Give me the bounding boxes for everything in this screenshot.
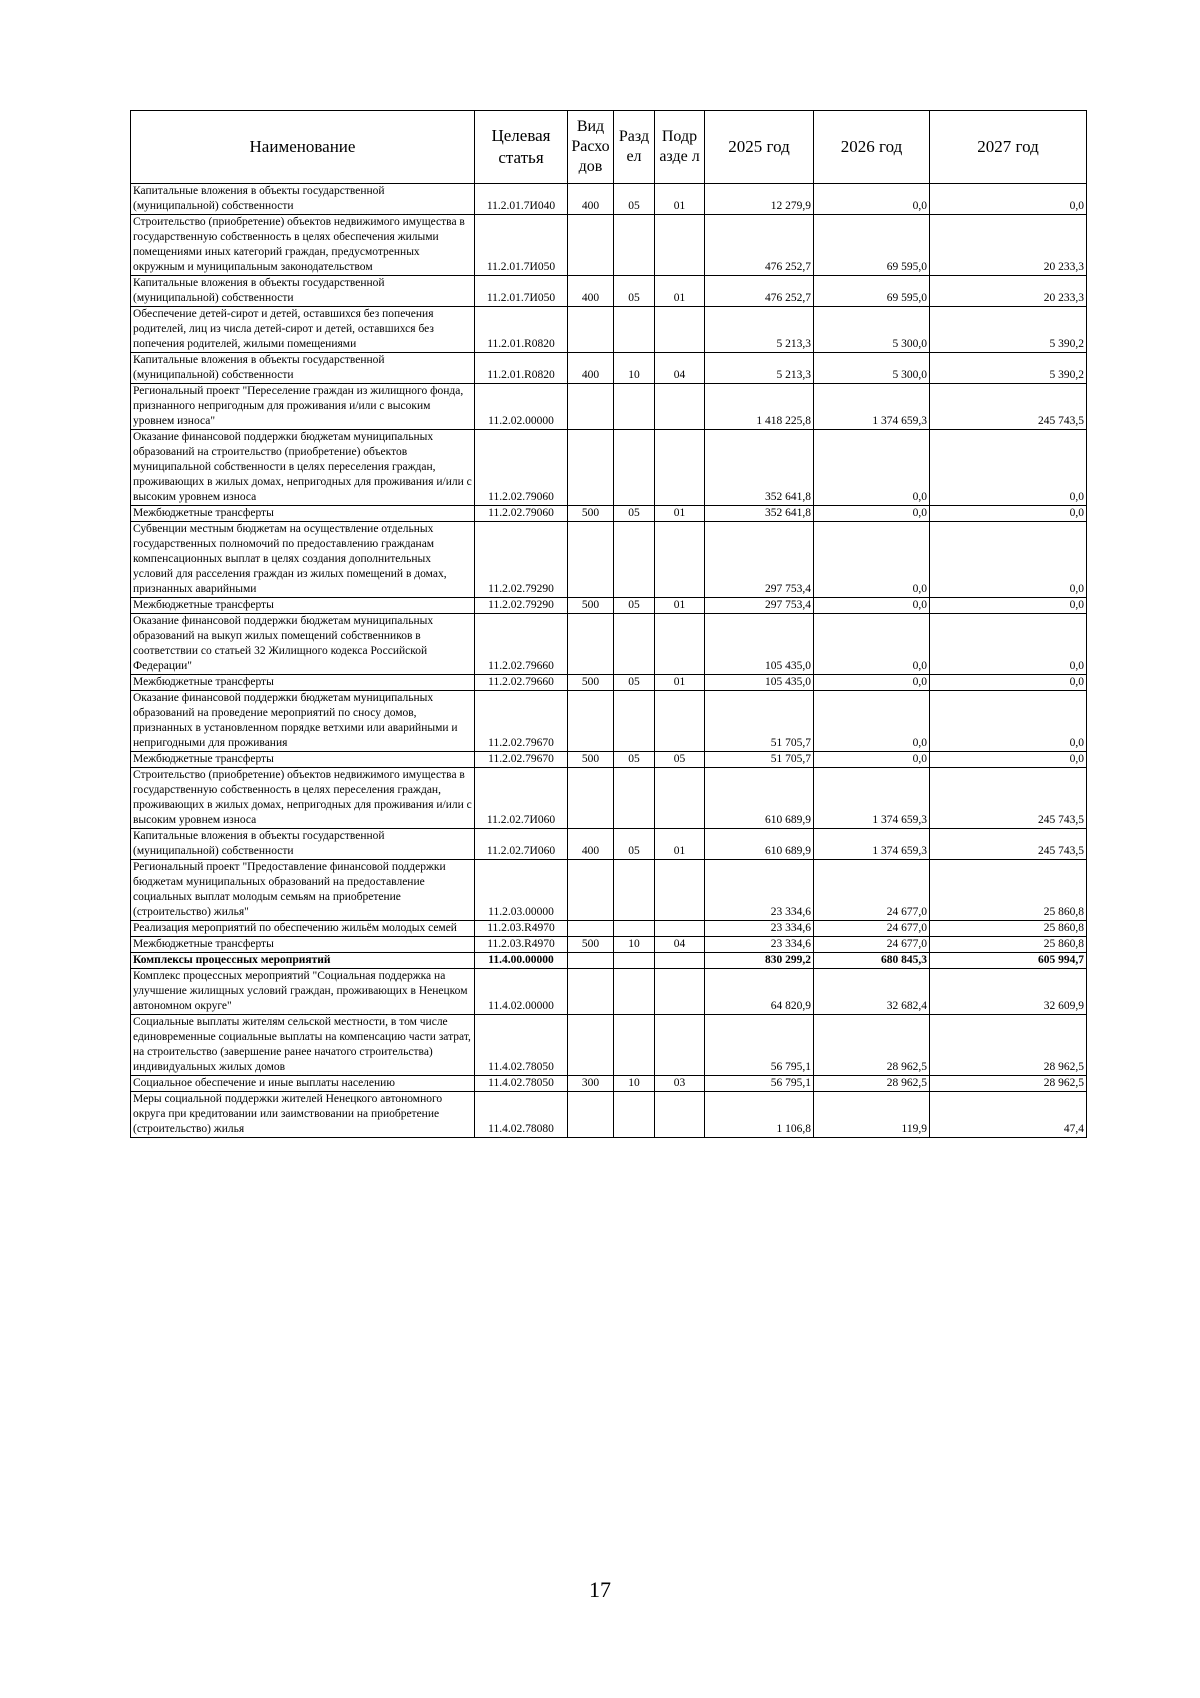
table-row [131, 614, 1087, 675]
row-name-cell: Социальные выплаты жителям сельской местности, в том числе единовременные социальные выплаты на компенсацию части затрат, на строительство (завершение ранее начатого строительства) индивидуальных жилых домов [131, 1015, 475, 1076]
row-expense-kind-cell [568, 969, 614, 1015]
row-name-cell: Строительство (приобретение) объектов недвижимого имущества в государственную собственность в целях обеспечения жилыми помещениями иных категорий граждан, предусмотренных окружным и муниципальным законодательством [131, 215, 475, 276]
row-amount-2025-cell: 5 213,3 [705, 307, 814, 353]
row-section-cell [614, 1015, 655, 1076]
row-amount-2026-cell: 119,9 [814, 1092, 930, 1138]
row-subsection-cell [655, 953, 705, 969]
table-row [131, 860, 1087, 921]
row-section-cell: 05 [614, 598, 655, 614]
row-amount-2026-cell: 1 374 659,3 [814, 384, 930, 430]
row-subsection-cell [655, 522, 705, 598]
row-target-article-cell: 11.4.02.78050 [475, 1076, 568, 1092]
row-amount-2027-cell: 25 860,8 [930, 937, 1087, 953]
row-target-article-cell: 11.2.01.7И050 [475, 276, 568, 307]
row-section-cell [614, 384, 655, 430]
row-amount-2026-cell: 0,0 [814, 691, 930, 752]
row-section-cell [614, 522, 655, 598]
row-subsection-cell [655, 921, 705, 937]
row-section-cell [614, 215, 655, 276]
row-amount-2025-cell: 5 213,3 [705, 353, 814, 384]
row-target-article-cell: 11.2.01.R0820 [475, 307, 568, 353]
row-amount-2025-cell: 23 334,6 [705, 860, 814, 921]
row-section-cell [614, 1092, 655, 1138]
row-subsection-cell: 01 [655, 675, 705, 691]
row-subsection-cell: 04 [655, 353, 705, 384]
table-row [131, 1092, 1087, 1138]
row-name-cell: Реализация мероприятий по обеспечению жильём молодых семей [131, 921, 475, 937]
row-target-article-cell: 11.2.02.79060 [475, 430, 568, 506]
row-subsection-cell [655, 691, 705, 752]
row-subsection-cell: 03 [655, 1076, 705, 1092]
table-row [131, 921, 1087, 937]
row-amount-2025-cell: 476 252,7 [705, 276, 814, 307]
table-row [131, 184, 1087, 215]
row-expense-kind-cell [568, 307, 614, 353]
table-row [131, 953, 1087, 969]
header-year-2027: 2027 год [930, 111, 1087, 184]
table-row [131, 937, 1087, 953]
row-amount-2025-cell: 23 334,6 [705, 921, 814, 937]
row-amount-2027-cell: 32 609,9 [930, 969, 1087, 1015]
row-amount-2027-cell: 25 860,8 [930, 921, 1087, 937]
row-amount-2027-cell: 28 962,5 [930, 1076, 1087, 1092]
table-row [131, 829, 1087, 860]
row-target-article-cell: 11.4.00.00000 [475, 953, 568, 969]
table-row [131, 752, 1087, 768]
header-target-article: Целевая статья [475, 111, 568, 184]
table-row [131, 969, 1087, 1015]
header-subsection: Подр азде л [655, 111, 705, 184]
row-subsection-cell: 01 [655, 598, 705, 614]
row-amount-2026-cell: 1 374 659,3 [814, 829, 930, 860]
row-name-cell: Межбюджетные трансферты [131, 675, 475, 691]
row-expense-kind-cell [568, 691, 614, 752]
row-subsection-cell [655, 384, 705, 430]
row-name-cell: Капитальные вложения в объекты государственной (муниципальной) собственности [131, 184, 475, 215]
row-expense-kind-cell [568, 1092, 614, 1138]
row-section-cell: 05 [614, 829, 655, 860]
row-amount-2025-cell: 51 705,7 [705, 691, 814, 752]
row-target-article-cell: 11.4.02.78050 [475, 1015, 568, 1076]
row-amount-2027-cell: 0,0 [930, 430, 1087, 506]
row-amount-2026-cell: 680 845,3 [814, 953, 930, 969]
row-amount-2026-cell: 1 374 659,3 [814, 768, 930, 829]
row-amount-2026-cell: 69 595,0 [814, 215, 930, 276]
row-amount-2026-cell: 5 300,0 [814, 307, 930, 353]
row-amount-2025-cell: 476 252,7 [705, 215, 814, 276]
row-subsection-cell: 01 [655, 184, 705, 215]
row-section-cell: 10 [614, 937, 655, 953]
row-amount-2025-cell: 297 753,4 [705, 522, 814, 598]
row-amount-2027-cell: 0,0 [930, 522, 1087, 598]
row-name-cell: Региональный проект "Переселение граждан из жилищного фонда, признанного непригодным для проживания и/или с высоким уровнем износа" [131, 384, 475, 430]
row-subsection-cell [655, 860, 705, 921]
row-amount-2026-cell: 0,0 [814, 430, 930, 506]
row-expense-kind-cell [568, 430, 614, 506]
row-subsection-cell [655, 768, 705, 829]
row-amount-2026-cell: 0,0 [814, 752, 930, 768]
row-subsection-cell [655, 1015, 705, 1076]
row-subsection-cell [655, 430, 705, 506]
row-amount-2027-cell: 0,0 [930, 184, 1087, 215]
row-amount-2026-cell: 0,0 [814, 675, 930, 691]
row-amount-2026-cell: 0,0 [814, 522, 930, 598]
row-amount-2027-cell: 245 743,5 [930, 829, 1087, 860]
row-amount-2026-cell: 0,0 [814, 184, 930, 215]
row-expense-kind-cell: 300 [568, 1076, 614, 1092]
row-section-cell: 10 [614, 353, 655, 384]
row-name-cell: Капитальные вложения в объекты государственной (муниципальной) собственности [131, 829, 475, 860]
table-row [131, 430, 1087, 506]
page-number: 17 [589, 1577, 611, 1602]
row-name-cell: Субвенции местным бюджетам на осуществление отдельных государственных полномочий по предоставлению гражданам компенсационных выплат в целях создания дополнительных условий для расселения граждан из жилых помещений в домах, признанных аварийными [131, 522, 475, 598]
row-name-cell: Межбюджетные трансферты [131, 937, 475, 953]
row-expense-kind-cell: 400 [568, 353, 614, 384]
table-row [131, 1015, 1087, 1076]
table-row [131, 675, 1087, 691]
row-subsection-cell: 04 [655, 937, 705, 953]
row-expense-kind-cell: 400 [568, 829, 614, 860]
row-amount-2027-cell: 0,0 [930, 675, 1087, 691]
row-expense-kind-cell [568, 921, 614, 937]
row-name-cell: Межбюджетные трансферты [131, 598, 475, 614]
row-section-cell [614, 921, 655, 937]
row-target-article-cell: 11.2.01.7И050 [475, 215, 568, 276]
row-amount-2026-cell: 0,0 [814, 598, 930, 614]
row-amount-2027-cell: 0,0 [930, 598, 1087, 614]
row-target-article-cell: 11.2.02.79290 [475, 522, 568, 598]
row-amount-2026-cell: 28 962,5 [814, 1076, 930, 1092]
row-section-cell [614, 953, 655, 969]
row-name-cell: Оказание финансовой поддержки бюджетам муниципальных образований на строительство (приобретение) объектов муниципальной собственности в целях переселения граждан, проживающих в жилых домах, непригодных для проживания и/или с высоким уровнем износа [131, 430, 475, 506]
row-expense-kind-cell [568, 768, 614, 829]
row-target-article-cell: 11.2.02.79670 [475, 691, 568, 752]
header-expense-kind: Вид Расхо дов [568, 111, 614, 184]
row-expense-kind-cell [568, 614, 614, 675]
row-name-cell: Социальное обеспечение и иные выплаты населению [131, 1076, 475, 1092]
row-expense-kind-cell: 400 [568, 184, 614, 215]
row-amount-2026-cell: 5 300,0 [814, 353, 930, 384]
row-expense-kind-cell: 500 [568, 598, 614, 614]
row-name-cell: Комплекс процессных мероприятий "Социальная поддержка на улучшение жилищных условий граждан, проживающих в Ненецком автономном округе" [131, 969, 475, 1015]
row-amount-2025-cell: 64 820,9 [705, 969, 814, 1015]
row-target-article-cell: 11.2.03.R4970 [475, 937, 568, 953]
row-subsection-cell [655, 307, 705, 353]
row-name-cell: Межбюджетные трансферты [131, 506, 475, 522]
row-section-cell: 10 [614, 1076, 655, 1092]
row-name-cell: Межбюджетные трансферты [131, 752, 475, 768]
row-name-cell: Строительство (приобретение) объектов недвижимого имущества в государственную собственность в целях переселения граждан, проживающих в жилых домах, непригодных для проживания и/или с высоким уровнем износа [131, 768, 475, 829]
row-target-article-cell: 11.2.02.79660 [475, 675, 568, 691]
table-row [131, 522, 1087, 598]
row-amount-2027-cell: 245 743,5 [930, 384, 1087, 430]
table-row [131, 276, 1087, 307]
table-row [131, 353, 1087, 384]
row-amount-2025-cell: 12 279,9 [705, 184, 814, 215]
row-expense-kind-cell [568, 953, 614, 969]
row-expense-kind-cell: 500 [568, 506, 614, 522]
row-name-cell: Капитальные вложения в объекты государственной (муниципальной) собственности [131, 276, 475, 307]
row-expense-kind-cell [568, 215, 614, 276]
table-row [131, 384, 1087, 430]
row-target-article-cell: 11.2.02.79060 [475, 506, 568, 522]
row-section-cell [614, 307, 655, 353]
row-amount-2025-cell: 1 106,8 [705, 1092, 814, 1138]
row-target-article-cell: 11.2.01.7И040 [475, 184, 568, 215]
table-row [131, 691, 1087, 752]
row-subsection-cell: 01 [655, 506, 705, 522]
row-expense-kind-cell: 500 [568, 937, 614, 953]
row-target-article-cell: 11.2.01.R0820 [475, 353, 568, 384]
row-amount-2027-cell: 47,4 [930, 1092, 1087, 1138]
row-target-article-cell: 11.2.02.79290 [475, 598, 568, 614]
row-subsection-cell: 05 [655, 752, 705, 768]
row-amount-2025-cell: 352 641,8 [705, 506, 814, 522]
row-amount-2025-cell: 23 334,6 [705, 937, 814, 953]
row-target-article-cell: 11.2.02.79670 [475, 752, 568, 768]
table-row [131, 1076, 1087, 1092]
row-amount-2025-cell: 56 795,1 [705, 1076, 814, 1092]
row-section-cell: 05 [614, 506, 655, 522]
row-amount-2027-cell: 0,0 [930, 752, 1087, 768]
row-amount-2027-cell: 20 233,3 [930, 215, 1087, 276]
row-section-cell: 05 [614, 184, 655, 215]
row-target-article-cell: 11.2.02.00000 [475, 384, 568, 430]
table-row [131, 598, 1087, 614]
row-name-cell: Комплексы процессных мероприятий [131, 953, 475, 969]
row-amount-2026-cell: 24 677,0 [814, 937, 930, 953]
row-subsection-cell [655, 969, 705, 1015]
row-target-article-cell: 11.2.02.79660 [475, 614, 568, 675]
row-amount-2025-cell: 830 299,2 [705, 953, 814, 969]
row-name-cell: Оказание финансовой поддержки бюджетам муниципальных образований на проведение мероприятий по сносу домов, признанных в установленном порядке ветхими или аварийными и непригодными для проживания [131, 691, 475, 752]
row-target-article-cell: 11.4.02.78080 [475, 1092, 568, 1138]
row-name-cell: Меры социальной поддержки жителей Ненецкого автономного округа при кредитовании или заимствовании на приобретение (строительство) жилья [131, 1092, 475, 1138]
row-expense-kind-cell [568, 384, 614, 430]
header-year-2026: 2026 год [814, 111, 930, 184]
row-expense-kind-cell: 500 [568, 752, 614, 768]
budget-table [130, 110, 1087, 1138]
row-amount-2027-cell: 0,0 [930, 506, 1087, 522]
row-expense-kind-cell [568, 1015, 614, 1076]
row-amount-2026-cell: 0,0 [814, 506, 930, 522]
table-row [131, 307, 1087, 353]
row-section-cell [614, 860, 655, 921]
row-amount-2027-cell: 28 962,5 [930, 1015, 1087, 1076]
row-amount-2026-cell: 32 682,4 [814, 969, 930, 1015]
row-amount-2025-cell: 610 689,9 [705, 829, 814, 860]
row-amount-2027-cell: 245 743,5 [930, 768, 1087, 829]
row-section-cell [614, 430, 655, 506]
row-subsection-cell [655, 1092, 705, 1138]
row-amount-2026-cell: 24 677,0 [814, 860, 930, 921]
row-section-cell: 05 [614, 752, 655, 768]
row-amount-2025-cell: 56 795,1 [705, 1015, 814, 1076]
row-section-cell: 05 [614, 675, 655, 691]
row-amount-2027-cell: 605 994,7 [930, 953, 1087, 969]
row-name-cell: Капитальные вложения в объекты государственной (муниципальной) собственности [131, 353, 475, 384]
table-body [131, 184, 1087, 1138]
row-amount-2025-cell: 297 753,4 [705, 598, 814, 614]
row-subsection-cell: 01 [655, 276, 705, 307]
row-section-cell [614, 691, 655, 752]
row-target-article-cell: 11.2.02.7И060 [475, 768, 568, 829]
row-amount-2027-cell: 5 390,2 [930, 307, 1087, 353]
table-row [131, 215, 1087, 276]
table-row [131, 506, 1087, 522]
row-target-article-cell: 11.2.03.R4970 [475, 921, 568, 937]
row-amount-2025-cell: 610 689,9 [705, 768, 814, 829]
row-amount-2025-cell: 352 641,8 [705, 430, 814, 506]
row-expense-kind-cell [568, 860, 614, 921]
row-name-cell: Обеспечение детей-сирот и детей, оставшихся без попечения родителей, лиц из числа детей-сирот и детей, оставшихся без попечения родителей, жилыми помещениями [131, 307, 475, 353]
row-subsection-cell: 01 [655, 829, 705, 860]
row-amount-2026-cell: 24 677,0 [814, 921, 930, 937]
row-target-article-cell: 11.2.02.7И060 [475, 829, 568, 860]
row-amount-2027-cell: 0,0 [930, 691, 1087, 752]
table-header-row [131, 111, 1087, 184]
row-target-article-cell: 11.4.02.00000 [475, 969, 568, 1015]
row-name-cell: Оказание финансовой поддержки бюджетам муниципальных образований на выкуп жилых помещений собственников в соответствии со статьей 32 Жилищного кодекса Российской Федерации" [131, 614, 475, 675]
row-amount-2027-cell: 0,0 [930, 614, 1087, 675]
header-year-2025: 2025 год [705, 111, 814, 184]
row-amount-2027-cell: 20 233,3 [930, 276, 1087, 307]
row-amount-2026-cell: 0,0 [814, 614, 930, 675]
row-section-cell [614, 614, 655, 675]
table-row [131, 768, 1087, 829]
row-amount-2027-cell: 5 390,2 [930, 353, 1087, 384]
row-expense-kind-cell: 500 [568, 675, 614, 691]
row-expense-kind-cell [568, 522, 614, 598]
row-section-cell [614, 969, 655, 1015]
row-section-cell [614, 768, 655, 829]
row-target-article-cell: 11.2.03.00000 [475, 860, 568, 921]
row-amount-2025-cell: 105 435,0 [705, 675, 814, 691]
row-amount-2025-cell: 1 418 225,8 [705, 384, 814, 430]
row-amount-2025-cell: 51 705,7 [705, 752, 814, 768]
header-section: Разд ел [614, 111, 655, 184]
row-amount-2026-cell: 28 962,5 [814, 1015, 930, 1076]
row-amount-2025-cell: 105 435,0 [705, 614, 814, 675]
row-subsection-cell [655, 215, 705, 276]
row-expense-kind-cell: 400 [568, 276, 614, 307]
header-name: Наименование [131, 111, 475, 184]
row-subsection-cell [655, 614, 705, 675]
row-amount-2027-cell: 25 860,8 [930, 860, 1087, 921]
row-section-cell: 05 [614, 276, 655, 307]
row-amount-2026-cell: 69 595,0 [814, 276, 930, 307]
row-name-cell: Региональный проект "Предоставление финансовой поддержки бюджетам муниципальных образований на предоставление социальных выплат молодым семьям на приобретение (строительство) жилья" [131, 860, 475, 921]
